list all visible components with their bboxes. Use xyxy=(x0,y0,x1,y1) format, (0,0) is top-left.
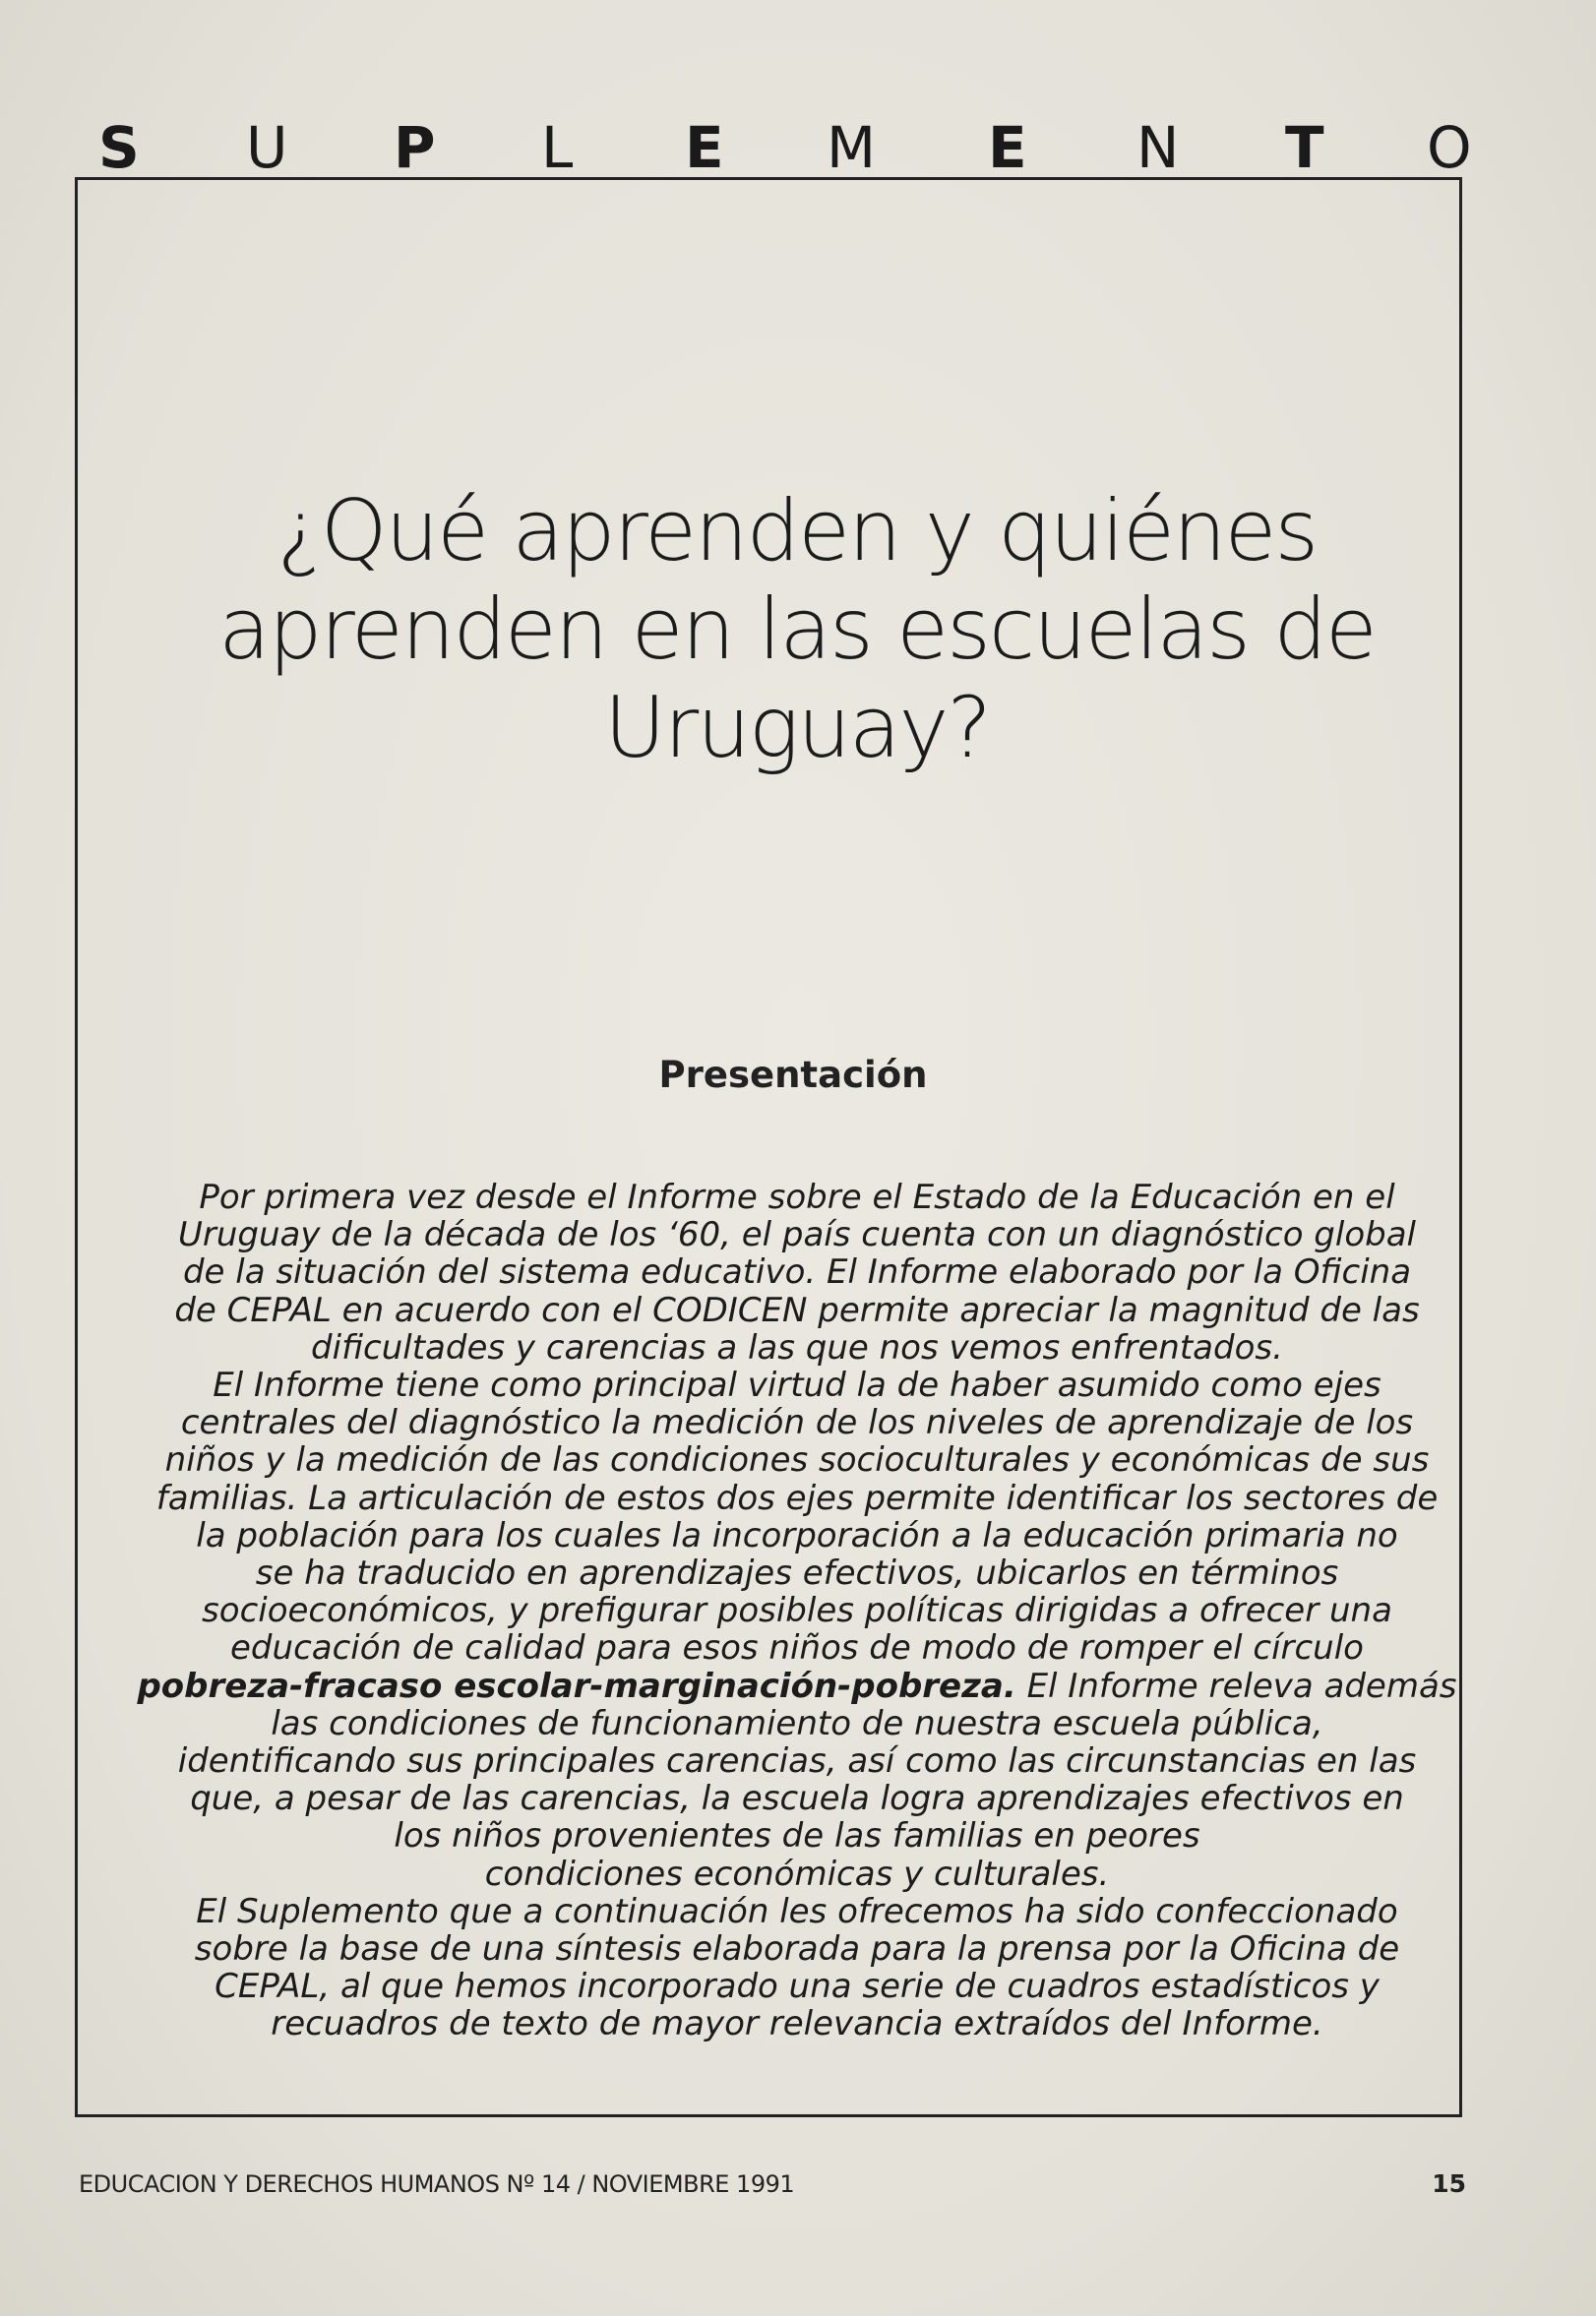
header-letter-p: P xyxy=(394,114,436,181)
body-line: sobre la base de una síntesis elaborada para la prensa por la Oficina de xyxy=(194,1929,1400,1970)
header-letter-u: U xyxy=(246,114,288,181)
body-line: que, a pesar de las carencias, la escuela logra aprendizajes efectivos en xyxy=(190,1779,1404,1819)
header-letter-l: L xyxy=(541,114,574,181)
body-line: de CEPAL en acuerdo con el CODICEN permite apreciar la magnitud de las xyxy=(174,1290,1420,1330)
body-line: CEPAL, al que hemos incorporado una serie de cuadros estadísticos y xyxy=(215,1967,1380,2007)
body-line: El Suplemento que a continuación les ofrecemos ha sido confeccionado xyxy=(196,1891,1398,1931)
body-line: socioeconómicos, y prefigurar posibles políticas dirigidas a ofrecer una xyxy=(202,1591,1392,1631)
presentation-text xyxy=(108,1179,1486,2043)
body-line: las condiciones de funcionamiento de nuestra escuela pública, xyxy=(271,1703,1323,1743)
body-line: la población para los cuales la incorporación a la educación primaria no xyxy=(196,1515,1398,1555)
header-letter-o: O xyxy=(1427,114,1472,181)
header-letter-t: T xyxy=(1285,114,1324,181)
bold-line-rest: El Informe releva además xyxy=(1015,1666,1457,1706)
body-line: dificultades y carencias a las que nos vemos enfrentados. xyxy=(311,1327,1283,1368)
body-line: identificando sus principales carencias, así como las circunstancias en las xyxy=(177,1741,1417,1782)
header-letter-n: N xyxy=(1136,114,1180,181)
title-line: ¿Qué aprenden y quiénes xyxy=(276,482,1318,580)
body-line: los niños provenientes de las familias en peores xyxy=(394,1816,1200,1857)
body-line: educación de calidad para esos niños de modo de romper el círculo xyxy=(230,1628,1364,1669)
body-line-bold-phrase xyxy=(108,1668,1486,1705)
body-line: recuadros de texto de mayor relevancia extraídos del Informe. xyxy=(271,2004,1323,2044)
body-line: Uruguay de la década de los ‘60, el país cuenta con un diagnóstico global xyxy=(178,1215,1416,1255)
body-line: Por primera vez desde el Informe sobre el Estado de la Educación en el xyxy=(199,1178,1395,1217)
body-line: de la situación del sistema educativo. El Informe elaborado por la Oficina xyxy=(182,1252,1412,1293)
body-line: condiciones económicas y culturales. xyxy=(484,1854,1110,1894)
body-line: se ha traducido en aprendizajes efectivos, ubicarlos en términos xyxy=(255,1554,1339,1594)
body-line: El Informe tiene como principal virtud la de haber asumido como ejes xyxy=(213,1366,1381,1406)
header-letter-e1: E xyxy=(685,114,724,181)
title-line: Uruguay? xyxy=(603,679,991,777)
header-letter-m: M xyxy=(827,114,877,181)
body-line: niños y la medición de las condiciones socioculturales y económicas de sus xyxy=(164,1440,1430,1481)
body-line: familias. La articulación de estos dos ejes permite identificar los sectores de xyxy=(155,1478,1439,1518)
title-line: aprenden en las escuelas de xyxy=(218,580,1376,679)
page-title xyxy=(138,482,1456,777)
header-letter-e2: E xyxy=(988,114,1027,181)
section-subtitle: Presentación xyxy=(658,1054,928,1096)
page-number: 15 xyxy=(1432,2169,1466,2198)
bold-phrase: pobreza-fracaso escolar-marginación-pobreza. xyxy=(137,1666,1016,1706)
supplement-header xyxy=(98,108,1476,187)
body-line: centrales del diagnóstico la medición de los niveles de aprendizaje de los xyxy=(180,1403,1414,1443)
publication-footer: EDUCACION Y DERECHOS HUMANOS Nº 14 / NOVIEMBRE 1991 xyxy=(79,2170,795,2198)
header-letter-s: S xyxy=(98,114,140,181)
